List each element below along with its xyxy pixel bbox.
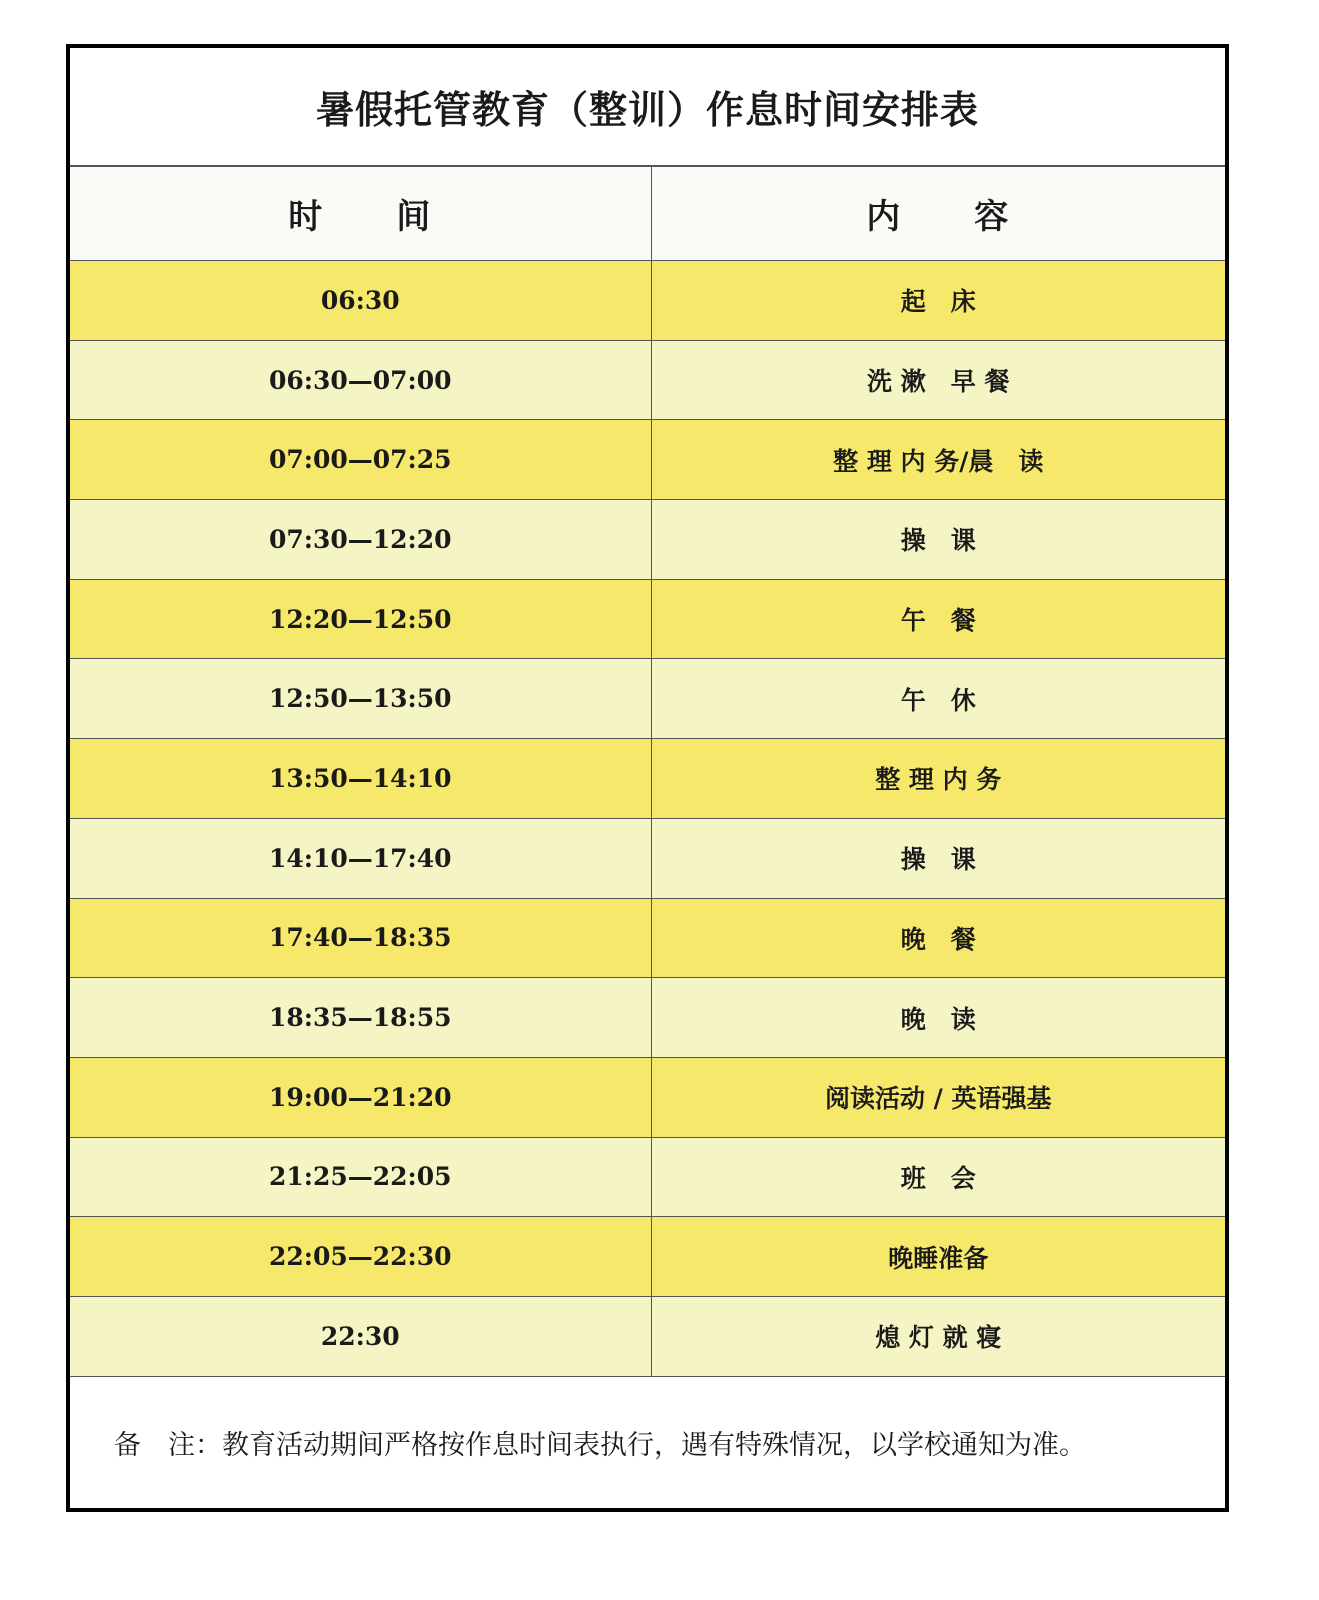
table-row xyxy=(70,500,1225,580)
table-header-row xyxy=(70,167,1225,261)
table-row xyxy=(70,1296,1225,1376)
document-title: 暑假托管教育（整训）作息时间安排表 xyxy=(70,48,1225,166)
header-content: 内 容 xyxy=(651,167,1225,261)
row-content: 晚 餐 xyxy=(651,898,1225,978)
table-row xyxy=(70,340,1225,420)
table-row xyxy=(70,1057,1225,1137)
row-time: 12:50—13:50 xyxy=(70,659,651,739)
schedule-document xyxy=(66,44,1229,1512)
row-content: 洗 漱 早 餐 xyxy=(651,340,1225,420)
row-content: 晚睡准备 xyxy=(651,1217,1225,1297)
row-time: 17:40—18:35 xyxy=(70,898,651,978)
table-row xyxy=(70,420,1225,500)
table-row xyxy=(70,579,1225,659)
row-content: 班 会 xyxy=(651,1137,1225,1217)
table-row xyxy=(70,818,1225,898)
header-time: 时 间 xyxy=(70,167,651,261)
row-time: 06:30 xyxy=(70,261,651,341)
row-time: 12:20—12:50 xyxy=(70,579,651,659)
row-content: 操 课 xyxy=(651,818,1225,898)
row-content: 操 课 xyxy=(651,500,1225,580)
schedule-table xyxy=(70,166,1225,1377)
row-time: 21:25—22:05 xyxy=(70,1137,651,1217)
table-row xyxy=(70,1217,1225,1297)
row-time: 18:35—18:55 xyxy=(70,978,651,1058)
row-content: 整 理 内 务/晨 读 xyxy=(651,420,1225,500)
table-row xyxy=(70,659,1225,739)
row-time: 22:05—22:30 xyxy=(70,1217,651,1297)
row-time: 19:00—21:20 xyxy=(70,1057,651,1137)
row-time: 07:00—07:25 xyxy=(70,420,651,500)
row-time: 07:30—12:20 xyxy=(70,500,651,580)
row-time: 14:10—17:40 xyxy=(70,818,651,898)
footnote: 备 注：教育活动期间严格按作息时间表执行，遇有特殊情况，以学校通知为准。 xyxy=(114,1429,1086,1461)
row-content: 午 餐 xyxy=(651,579,1225,659)
row-time: 22:30 xyxy=(70,1296,651,1376)
row-content: 晚 读 xyxy=(651,978,1225,1058)
table-row xyxy=(70,739,1225,819)
table-row xyxy=(70,898,1225,978)
table-row xyxy=(70,261,1225,341)
table-row xyxy=(70,978,1225,1058)
row-time: 13:50—14:10 xyxy=(70,739,651,819)
row-content: 起 床 xyxy=(651,261,1225,341)
row-content: 阅读活动 / 英语强基 xyxy=(651,1057,1225,1137)
row-content: 整 理 内 务 xyxy=(651,739,1225,819)
row-content: 午 休 xyxy=(651,659,1225,739)
row-content: 熄 灯 就 寝 xyxy=(651,1296,1225,1376)
row-time: 06:30—07:00 xyxy=(70,340,651,420)
table-row xyxy=(70,1137,1225,1217)
